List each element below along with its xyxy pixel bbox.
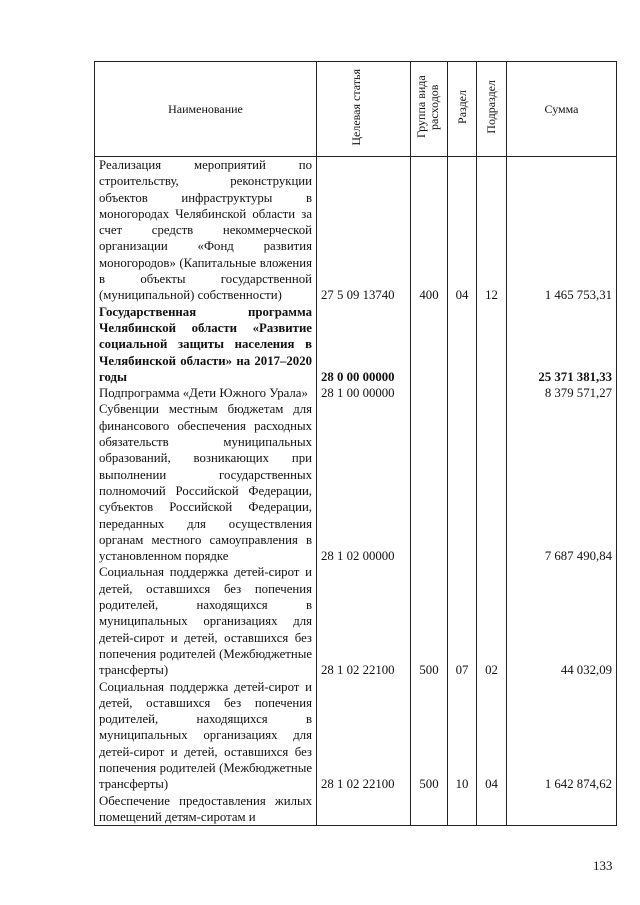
table-row — [95, 679, 617, 793]
row-section: 04 — [448, 157, 477, 304]
row-code: 28 1 02 22100 — [317, 564, 411, 678]
row-subsection: 12 — [477, 157, 507, 304]
header-group — [411, 62, 448, 157]
header-row — [95, 62, 617, 157]
header-subsection-label: Подраздел — [484, 80, 498, 134]
row-sum: 44 032,09 — [507, 564, 617, 678]
row-group: 400 — [411, 157, 448, 304]
header-name-label: Наименование — [168, 101, 243, 116]
header-subsection — [477, 62, 507, 157]
row-group: 500 — [411, 679, 448, 793]
table-row — [95, 157, 617, 304]
row-sum — [507, 793, 617, 826]
row-subsection — [477, 385, 507, 401]
row-name: Субвенции местным бюджетам для финансового обеспечения расходных обязательств муниципальных образований, возникающих при выполнении государственных полномочий Российской Федерации, субъектов Российской Федерации, переданных для осуществления органам местного самоуправления в установленном порядке — [95, 401, 317, 564]
row-section — [448, 401, 477, 564]
row-code: 28 0 00 00000 — [317, 304, 411, 385]
row-subsection — [477, 304, 507, 385]
page-number: 133 — [593, 858, 613, 873]
row-group — [411, 304, 448, 385]
table-row — [95, 401, 617, 564]
row-name: Реализация мероприятий по строительству, реконструкции объектов инфраструктуры в моногородах Челябинской области за счет средств некоммерческой организации «Фонд развития моногородов» (Капитальные вложения в объекты государственной (муниципальной) собственности) — [95, 157, 317, 304]
row-sum: 7 687 490,84 — [507, 401, 617, 564]
row-code: 28 1 00 00000 — [317, 385, 411, 401]
header-section-label: Раздел — [454, 90, 469, 124]
table-row — [95, 564, 617, 678]
row-code: 27 5 09 13740 — [317, 157, 411, 304]
row-name: Государственная программа Челябинской области «Развитие социальной защиты населения в Челябинской области» на 2017–2020 годы — [95, 304, 317, 385]
row-name: Подпрограмма «Дети Южного Урала» — [95, 385, 317, 401]
row-section: 07 — [448, 564, 477, 678]
header-sum-label: Сумма — [544, 101, 579, 116]
budget-table — [94, 61, 617, 826]
row-section — [448, 385, 477, 401]
row-subsection: 02 — [477, 564, 507, 678]
row-sum: 1 642 874,62 — [507, 679, 617, 793]
row-code: 28 1 02 22100 — [317, 679, 411, 793]
table-row — [95, 385, 617, 401]
row-sum: 25 371 381,33 — [507, 304, 617, 385]
row-name: Социальная поддержка детей-сирот и детей, оставшихся без попечения родителей, находящихся в муниципальных организациях для детей-сирот и детей, оставшихся без попечения родителей (Межбюджетные трансферты) — [95, 564, 317, 678]
row-subsection — [477, 793, 507, 826]
row-group — [411, 401, 448, 564]
header-code-label: Целевая статья — [348, 68, 363, 146]
row-group — [411, 793, 448, 826]
header-group-label: Группа вида расходов — [414, 75, 441, 139]
row-section — [448, 793, 477, 826]
row-group: 500 — [411, 564, 448, 678]
table-row — [95, 793, 617, 826]
row-code: 28 1 02 00000 — [317, 401, 411, 564]
row-sum: 8 379 571,27 — [507, 385, 617, 401]
row-section — [448, 304, 477, 385]
header-section — [448, 62, 477, 157]
header-code — [317, 62, 411, 157]
row-group — [411, 385, 448, 401]
row-code — [317, 793, 411, 826]
row-sum: 1 465 753,31 — [507, 157, 617, 304]
row-subsection — [477, 401, 507, 564]
table-row — [95, 304, 617, 385]
row-section: 10 — [448, 679, 477, 793]
header-sum — [507, 62, 617, 157]
row-name: Социальная поддержка детей-сирот и детей, оставшихся без попечения родителей, находящихся в муниципальных организациях для детей-сирот и детей, оставшихся без попечения родителей (Межбюджетные трансферты) — [95, 679, 317, 793]
header-name — [95, 62, 317, 157]
row-subsection: 04 — [477, 679, 507, 793]
row-name: Обеспечение предоставления жилых помещений детям-сиротам и — [95, 793, 317, 826]
